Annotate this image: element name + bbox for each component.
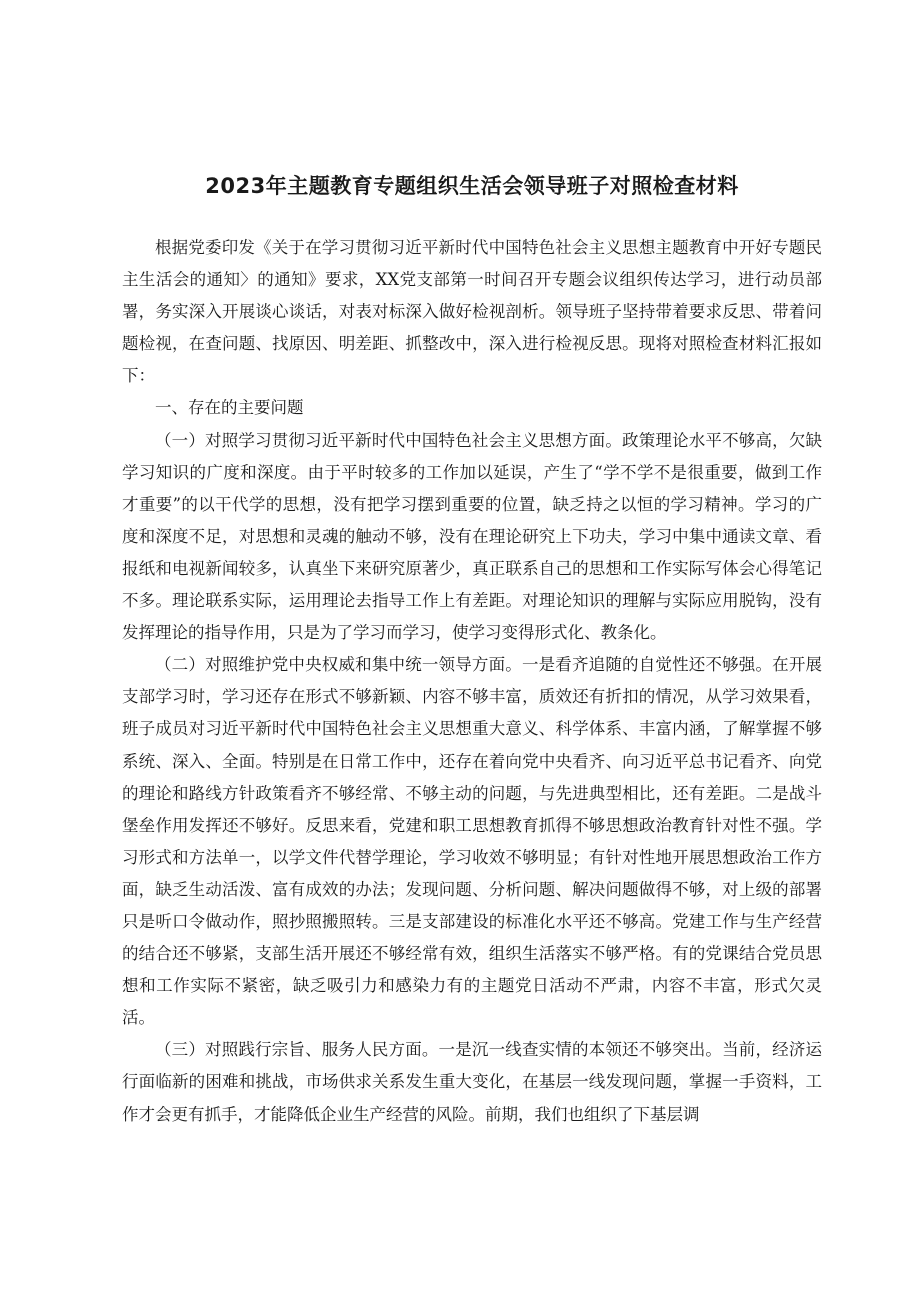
intro-paragraph: 根据党委印发《关于在学习贯彻习近平新时代中国特色社会主义思想主题教育中开好专题民主生活会的通知〉的通知》要求，XX党支部第一时间召开专题会议组织传达学习，进行动员部署，务实深入开展谈心谈话，对表对标深入做好检视剖析。领导班子坚持带着要求反思、带着问题检视，在查问题、找原因、明差距、抓整改中，深入进行检视反思。现将对照检查材料汇报如下： <box>122 238 822 386</box>
document-title: 2023年主题教育专题组织生活会领导班子对照检查材料 <box>205 174 739 198</box>
body-paragraph: （一）对照学习贯彻习近平新时代中国特色社会主义思想方面。政策理论水平不够高，欠缺学习知识的广度和深度。由于平时较多的工作加以延误，产生了“学不学不是很重要，做到工作才重要”的以干代学的思想，没有把学习摆到重要的位置，缺乏持之以恒的学习精神。学习的广度和深度不足，对思想和灵魂的触动不够，没有在理论研究上下功夫，学习中集中通读文章、看报纸和电视新闻较多，认真坐下来研究原著少，真正联系自己的思想和工作实际写体会心得笔记不多。理论联系实际，运用理论去指导工作上有差距。对理论知识的理解与实际应用脱钩，没有发挥理论的指导作用，只是为了学习而学习，使学习变得形式化、教条化。 <box>122 430 822 643</box>
section-heading: 一、存在的主要问题 <box>155 398 304 418</box>
body-paragraph: （三）对照践行宗旨、服务人民方面。一是沉一线查实情的本领还不够突出。当前，经济运行面临新的困难和挑战，市场供求关系发生重大变化，在基层一线发现问题，掌握一手资料，工作才会更有抓手，才能降低企业生产经营的风险。前期，我们也组织了下基层调 <box>122 1040 822 1124</box>
document-body <box>122 232 822 1131</box>
body-paragraph: （二）对照维护党中央权威和集中统一领导方面。一是看齐追随的自觉性还不够强。在开展支部学习时，学习还存在形式不够新颖、内容不够丰富，质效还有折扣的情况，从学习效果看，班子成员对习近平新时代中国特色社会主义思想重大意义、科学体系、丰富内涵，了解掌握不够系统、深入、全面。特别是在日常工作中，还存在着向党中央看齐、向习近平总书记看齐、向党的理论和路线方针政策看齐不够经常、不够主动的问题，与先进典型相比，还有差距。二是战斗堡垒作用发挥还不够好。反思来看，党建和职工思想教育抓得不够思想政治教育针对性不强。学习形式和方法单一，以学文件代替学理论，学习收效不够明显；有针对性地开展思想政治工作方面，缺乏生动活泼、富有成效的办法；发现问题、分析问题、解决问题做得不够，对上级的部署只是听口令做动作，照抄照搬照转。三是支部建设的标准化水平还不够高。党建工作与生产经营的结合还不够紧，支部生活开展还不够经常有效，组织生活落实不够严格。有的党课结合党员思想和工作实际不紧密，缺乏吸引力和感染力有的主题党日活动不严肃，内容不丰富，形式欠灵活。 <box>122 655 822 1028</box>
